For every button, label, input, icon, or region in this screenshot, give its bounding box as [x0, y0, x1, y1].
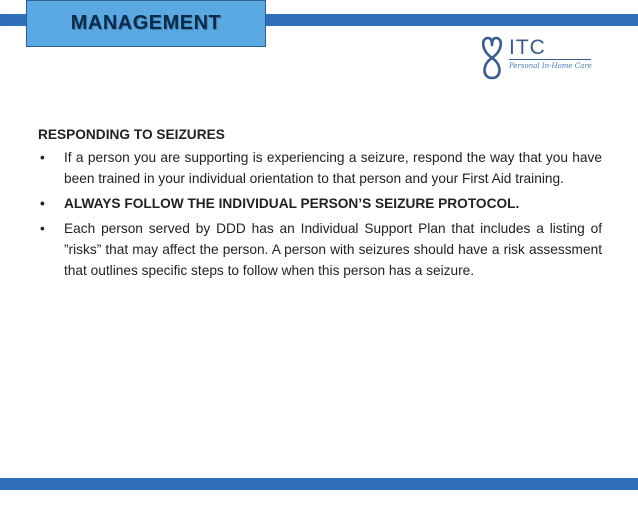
bullet-icon: • [40, 196, 45, 211]
section-heading: RESPONDING TO SEIZURES [38, 127, 225, 142]
bullet-text: ALWAYS FOLLOW THE INDIVIDUAL PERSON’S SEIZURE PROTOCOL. [64, 196, 520, 211]
bullet-icon: • [40, 150, 45, 165]
list-item [38, 147, 602, 189]
itc-logo [477, 36, 617, 82]
bottom-accent-bar [0, 478, 638, 490]
bullet-text: If a person you are supporting is experiencing a seizure, respond the way that you have been trained in your individual orientation to that person and your First Aid training. [64, 150, 602, 186]
bullet-text: Each person served by DDD has an Individual Support Plan that includes a listing of ”risks” that may affect the person. A person with seizures should have a risk assessment that outlines specific steps to follow when this person has a seizure. [64, 221, 602, 278]
logo-tagline: Personal In-Home Care [509, 62, 592, 70]
list-item [38, 193, 602, 214]
title-banner [26, 0, 266, 47]
list-item [38, 218, 602, 281]
logo-divider [509, 59, 591, 60]
slide-content [38, 124, 602, 285]
logo-text: ITC [509, 36, 546, 59]
bullet-icon: • [40, 221, 45, 236]
bullet-list [38, 147, 602, 281]
infinity-heart-icon [477, 36, 507, 80]
page-title: MANAGEMENT [70, 12, 222, 34]
